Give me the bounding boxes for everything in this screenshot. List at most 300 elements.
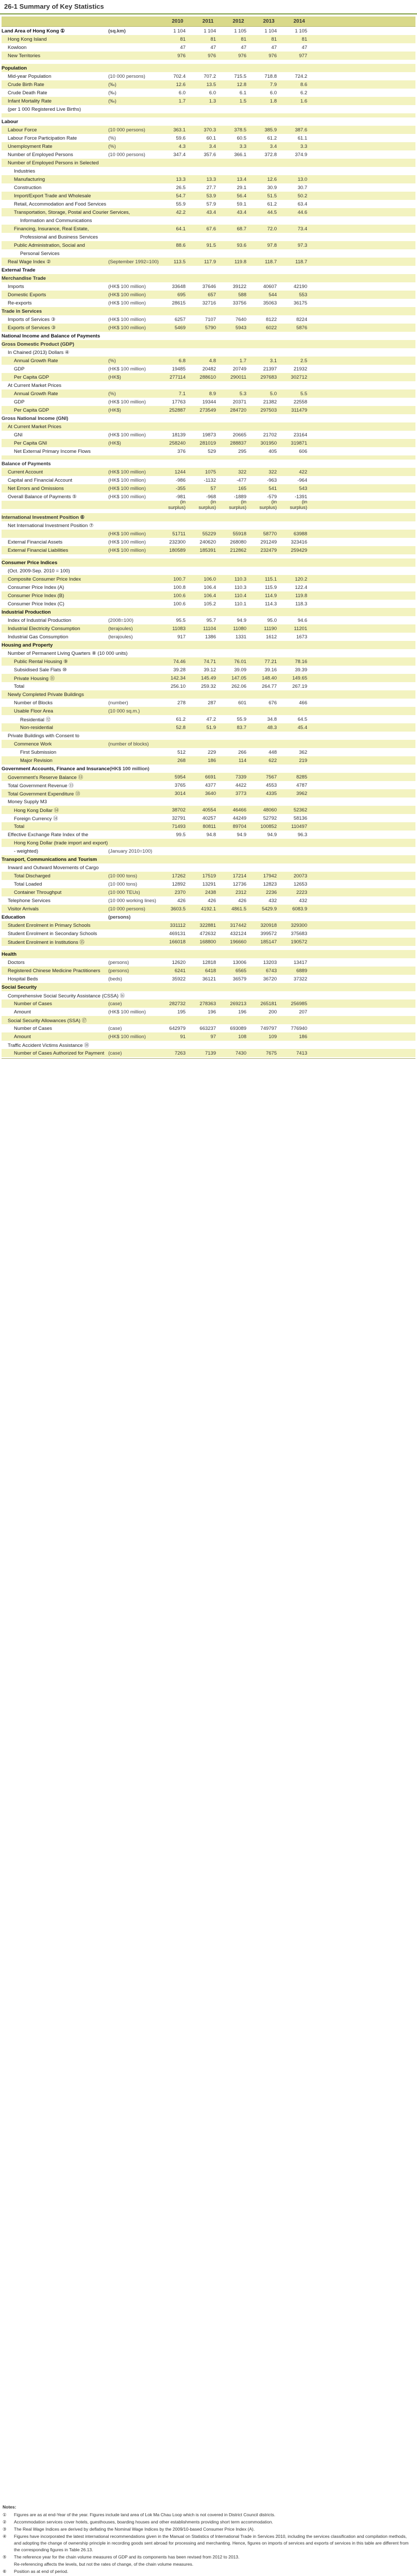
value-cell: 4787 <box>296 782 307 788</box>
notes-heading: Notes: <box>3 2504 16 2510</box>
value-cell: 113.5 <box>173 259 186 265</box>
value-cell: 120.2 <box>295 576 307 582</box>
value-cell: 89704 <box>232 823 246 829</box>
value-cell: 6022 <box>265 325 277 331</box>
value-cell: 2312 <box>235 889 246 895</box>
row-label: Crude Death Rate <box>8 90 47 96</box>
value-cell: 39.28 <box>173 667 186 673</box>
value-cell: 13291 <box>202 881 216 887</box>
row-unit: (HK$ 100 million) <box>108 366 146 372</box>
row-label-cell <box>2 692 162 698</box>
value-cell: 5876 <box>296 325 307 331</box>
row-label-cell <box>2 218 162 224</box>
row-unit <box>108 832 162 838</box>
row-label-cell <box>2 938 162 945</box>
row-label: Information and Communications <box>20 217 92 224</box>
note-item <box>3 2526 415 2533</box>
table-row <box>2 723 415 732</box>
table-row <box>2 905 415 913</box>
row-label: Population <box>2 65 27 71</box>
row-label: Crude Birth Rate <box>8 81 44 88</box>
value-cell: 147.05 <box>231 675 246 681</box>
row-label: (per 1 000 Registered Live Births) <box>8 106 81 112</box>
row-label: Number of Blocks <box>14 700 53 706</box>
table-header <box>2 16 415 27</box>
value-cell: 148.40 <box>261 675 277 681</box>
value-cell: 100852 <box>260 823 277 829</box>
row-label-cell <box>2 815 162 822</box>
row-label-cell <box>2 152 162 158</box>
table-row <box>2 806 415 814</box>
value-cell: 4422 <box>235 782 246 788</box>
value-cell: 5.5 <box>300 391 307 397</box>
value-cell: 115.1 <box>264 576 277 582</box>
row-label-cell <box>2 684 162 689</box>
value-cell: 422 <box>299 469 307 475</box>
value-cell: 374.9 <box>295 151 307 158</box>
row-label-cell <box>2 708 162 714</box>
row-label-cell <box>2 135 162 141</box>
row-unit <box>108 333 162 339</box>
row-unit: (HK$ 100 million) <box>108 539 146 545</box>
row-label: - weighted) <box>14 848 38 854</box>
row-unit <box>108 692 162 698</box>
row-label-cell <box>2 284 162 290</box>
header-year: 2013 <box>263 19 275 24</box>
row-unit <box>108 857 162 862</box>
value-cell: 76.01 <box>234 658 246 665</box>
value-cell: -1889 <box>233 494 246 500</box>
row-label: Per Capita GDP <box>14 407 49 413</box>
header-year: 2010 <box>172 19 184 24</box>
value-cell: 97.8 <box>267 242 277 248</box>
value-cell: 7339 <box>235 774 246 780</box>
row-label: Re-exports <box>8 300 32 306</box>
value-cell: 976 <box>208 53 216 59</box>
value-cell: 553 <box>299 292 307 298</box>
row-label-cell <box>2 609 162 615</box>
row-unit: (10 000 working lines) <box>108 897 156 904</box>
row-label: Effective Exchange Rate Index of the <box>8 832 89 838</box>
row-unit <box>108 461 162 467</box>
value-cell: 1331 <box>235 634 246 640</box>
row-label: Foreign Currency ⑭ <box>14 816 58 822</box>
row-unit: (case) <box>108 1001 122 1007</box>
row-unit <box>130 210 162 215</box>
value-cell: 21702 <box>263 432 277 438</box>
row-label: Overall Balance of Payments ⑤ <box>8 494 77 500</box>
value-cell: 81 <box>302 36 307 42</box>
note-marker: ⑥ <box>3 2569 7 2574</box>
header-year: 2014 <box>293 19 305 24</box>
table-row <box>2 649 415 657</box>
value-cell: 68.7 <box>237 226 246 232</box>
table-row <box>2 765 415 773</box>
row-label-cell <box>2 449 162 454</box>
table-row <box>2 958 415 967</box>
row-label: Hospital Beds <box>8 976 38 982</box>
value-cell: 52.8 <box>176 724 186 731</box>
value-cell: (in surplus) <box>168 499 186 511</box>
row-unit: (case) <box>108 1050 122 1056</box>
row-label: Industrial Production <box>2 609 51 615</box>
value-cell: 114.9 <box>264 592 277 599</box>
value-cell: 264.77 <box>261 683 277 689</box>
row-label-cell <box>2 342 162 347</box>
row-unit <box>108 667 162 673</box>
row-unit <box>108 65 162 71</box>
row-label-cell <box>2 383 162 388</box>
value-cell: 48.3 <box>267 724 277 731</box>
row-unit <box>108 243 162 248</box>
value-cell: 59.6 <box>176 135 186 141</box>
row-label: Number of Employed Persons in Selected <box>8 160 99 166</box>
table-row <box>2 167 415 175</box>
page-title: 26-1 Summary of Key Statistics <box>4 3 104 10</box>
value-cell: -963 <box>266 477 277 483</box>
value-cell: 40607 <box>263 283 277 290</box>
value-cell: 46466 <box>232 807 246 813</box>
row-label-cell <box>2 309 162 314</box>
row-label-cell <box>2 82 162 88</box>
row-label-cell <box>2 53 162 59</box>
row-label-cell <box>2 531 162 537</box>
value-cell: 81 <box>210 36 216 42</box>
row-unit: (HK$) <box>108 374 121 380</box>
value-cell: 118.7 <box>264 259 277 265</box>
value-cell: 375683 <box>291 930 307 937</box>
row-label-cell <box>2 952 162 957</box>
table-row <box>2 983 415 991</box>
value-cell: 323416 <box>291 539 307 545</box>
table-row <box>2 241 415 249</box>
value-cell: 676 <box>269 700 277 706</box>
row-label-cell <box>2 160 162 166</box>
table-row <box>2 921 415 929</box>
row-unit <box>108 160 162 166</box>
row-label-cell <box>2 626 162 632</box>
value-cell: 27.7 <box>206 184 216 191</box>
value-cell: 57 <box>210 485 216 492</box>
row-label-cell <box>2 992 162 999</box>
table-row <box>2 732 415 740</box>
value-cell: 119.8 <box>234 259 246 265</box>
row-label: Imports <box>8 283 24 290</box>
row-label: Commence Work <box>14 741 52 747</box>
row-unit <box>108 267 162 273</box>
value-cell: -964 <box>297 477 307 483</box>
row-label: Social Security Allowances (SSA) ⑰ <box>8 1018 87 1024</box>
row-label-cell <box>2 226 162 232</box>
row-unit <box>108 609 162 615</box>
value-cell: 3962 <box>296 790 307 796</box>
row-label-cell <box>2 65 162 71</box>
table-row <box>2 192 415 200</box>
row-label-cell <box>2 750 162 755</box>
table-row <box>2 554 415 558</box>
value-cell: 94.9 <box>237 832 246 838</box>
value-cell: 23164 <box>293 432 307 438</box>
note-item <box>3 2561 415 2568</box>
note-item <box>3 2519 415 2526</box>
row-unit <box>108 350 162 355</box>
row-label-cell <box>2 144 162 149</box>
row-label-cell <box>2 1001 162 1007</box>
table-row <box>2 1016 415 1024</box>
table-row <box>2 781 415 789</box>
header-year: 2011 <box>202 19 214 24</box>
table-row <box>2 501 415 509</box>
row-label: Consumer Price Indices <box>2 560 58 566</box>
value-cell: 100.6 <box>173 592 186 599</box>
row-label: Comprehensive Social Security Assistance (CSSA) ⑯ <box>8 993 125 999</box>
value-cell: 17262 <box>172 873 186 879</box>
row-label: Container Throughput <box>14 889 62 895</box>
table-row <box>2 822 415 831</box>
value-cell: 43.4 <box>206 209 216 215</box>
value-cell: 55918 <box>232 531 246 537</box>
table-row <box>2 97 415 105</box>
table-row <box>2 113 415 117</box>
row-unit: (beds) <box>108 976 122 982</box>
row-unit: (number) <box>108 700 128 706</box>
row-unit: (HK$ 100 million) <box>108 547 146 553</box>
row-label: Amount <box>14 1009 31 1015</box>
value-cell: 1075 <box>205 469 216 475</box>
row-unit: (10 000 tons) <box>108 873 137 879</box>
row-label: Amount <box>14 1033 31 1040</box>
row-unit <box>108 309 162 314</box>
table-row <box>2 468 415 476</box>
row-unit: (persons) <box>108 959 129 965</box>
value-cell: 13.5 <box>206 81 216 88</box>
row-unit: (sq.km) <box>108 28 126 34</box>
value-cell: 74.71 <box>204 658 216 665</box>
value-cell: 114 <box>238 757 246 764</box>
value-cell: 606 <box>299 448 307 454</box>
value-cell: -968 <box>206 494 216 500</box>
value-cell: 44.6 <box>297 209 307 215</box>
row-label-cell <box>2 882 162 887</box>
value-cell: 8.6 <box>300 81 307 88</box>
value-cell: 622 <box>269 757 277 764</box>
value-cell: 976 <box>269 53 277 59</box>
table-row <box>2 1024 415 1032</box>
table-row <box>2 27 415 35</box>
note-marker: ③ <box>3 2527 7 2532</box>
table-row <box>2 80 415 89</box>
value-cell: 8285 <box>296 774 307 780</box>
value-cell: 466 <box>299 700 307 706</box>
row-label-cell <box>2 548 162 553</box>
row-label: Industrial Electricity Consumption <box>8 625 80 632</box>
value-cell: 110.3 <box>234 576 246 582</box>
row-label-cell <box>2 478 162 483</box>
row-label: International Investment Position ⑥ <box>2 514 85 520</box>
row-label-cell <box>2 976 162 982</box>
table-row <box>2 690 415 699</box>
row-unit <box>108 716 162 723</box>
value-cell: 232479 <box>260 547 277 553</box>
value-cell: 268080 <box>230 539 246 545</box>
row-unit <box>108 806 162 814</box>
value-cell: 259.32 <box>201 683 216 689</box>
value-cell: 200 <box>269 1009 277 1015</box>
row-unit <box>108 733 162 739</box>
value-cell: 42.2 <box>176 209 186 215</box>
value-cell: 63988 <box>293 531 307 537</box>
value-cell: 72.0 <box>267 226 277 232</box>
value-cell: 186 <box>208 757 216 764</box>
value-cell: 11083 <box>172 625 186 632</box>
value-cell: 1 105 <box>234 28 246 34</box>
value-cell: 541 <box>269 485 277 492</box>
value-cell: 3765 <box>174 782 186 788</box>
note-text: The Real Wage Indices are derived by deflating the Nominal Wage Indices by the 2009/10-based Consumer Price Index (A). <box>14 2527 255 2532</box>
value-cell: 185391 <box>199 547 216 553</box>
row-unit: (‰) <box>108 90 116 96</box>
value-cell: 1.5 <box>239 98 246 104</box>
value-cell: 12.6 <box>176 81 186 88</box>
value-cell: 35922 <box>172 976 186 982</box>
row-label: Index of Industrial Production <box>8 617 72 623</box>
value-cell: 118.7 <box>295 259 307 265</box>
row-label: Total Government Expenditure ⑬ <box>8 791 80 797</box>
row-label: Student Enrolment in Secondary Schools <box>8 930 97 937</box>
value-cell: 94.9 <box>267 832 277 838</box>
table-bottom-rule <box>2 1058 415 1059</box>
value-cell: 48060 <box>263 807 277 813</box>
row-label: Per Capita GNI <box>14 440 47 446</box>
value-cell: 28615 <box>172 300 186 306</box>
value-cell: 61.2 <box>176 716 186 722</box>
value-cell: 110.4 <box>234 592 246 599</box>
value-cell: 100.7 <box>173 576 186 582</box>
row-label-cell <box>2 960 162 965</box>
value-cell: 110.1 <box>234 601 246 607</box>
value-cell: 64.5 <box>297 716 307 722</box>
table-row <box>2 332 415 340</box>
row-unit: (%) <box>108 135 116 141</box>
value-cell: 268 <box>177 757 186 764</box>
value-cell: 186 <box>299 1033 307 1040</box>
row-label-cell <box>2 865 162 871</box>
row-label: Registered Chinese Medicine Practitioners <box>8 968 101 974</box>
value-cell: 51.9 <box>206 724 216 731</box>
table-row <box>2 183 415 192</box>
note-item <box>3 2533 415 2553</box>
value-cell: 47 <box>210 44 216 50</box>
row-unit <box>108 601 162 607</box>
row-label: Private Housing ⑪ <box>14 676 55 682</box>
value-cell: 3.1 <box>270 358 277 364</box>
value-cell: 110497 <box>291 823 307 829</box>
row-label-cell <box>2 725 162 731</box>
row-label: Money Supply M3 <box>8 799 47 805</box>
row-label: Residential ⑫ <box>20 717 51 723</box>
value-cell: 5790 <box>205 325 216 331</box>
value-cell: 97 <box>210 1033 216 1040</box>
value-cell: 11190 <box>263 625 277 632</box>
row-label: Balance of Payments <box>2 461 51 467</box>
table-row <box>2 431 415 439</box>
row-label-cell <box>2 234 162 240</box>
value-cell: 1386 <box>205 634 216 640</box>
value-cell: 695 <box>177 292 186 298</box>
value-cell: 331112 <box>170 922 186 928</box>
value-cell: 472632 <box>199 930 216 937</box>
row-label: Professional and Business Services <box>20 234 98 240</box>
value-cell: 322 <box>238 469 246 475</box>
row-label-cell <box>2 119 162 125</box>
header-year: 2012 <box>232 19 244 24</box>
value-cell: 5.3 <box>239 391 246 397</box>
value-cell: 13006 <box>232 959 246 965</box>
table-row <box>2 249 415 258</box>
value-cell: 6241 <box>174 968 186 974</box>
row-label-cell <box>2 185 162 191</box>
value-cell: (in surplus) <box>259 499 277 511</box>
row-unit: (HK$ 100 million) <box>108 292 146 298</box>
value-cell: 370.3 <box>204 127 216 133</box>
value-cell: 51.5 <box>267 193 277 199</box>
value-cell: 3.4 <box>209 143 216 149</box>
value-cell: 21397 <box>263 366 277 372</box>
row-label: Import/Export Trade and Wholesale <box>14 193 91 199</box>
row-unit <box>108 840 162 846</box>
row-unit <box>108 45 162 50</box>
value-cell: 6.1 <box>239 90 246 96</box>
value-cell: 39122 <box>232 283 246 290</box>
row-label: Industrial Gas Consumption <box>8 634 69 640</box>
value-cell: 196 <box>238 1009 246 1015</box>
row-label: Retail, Accommodation and Food Services <box>14 201 107 207</box>
value-cell: 78.16 <box>295 658 307 665</box>
value-cell: 100.6 <box>173 601 186 607</box>
value-cell: 106.4 <box>204 584 216 590</box>
row-label: Net International Investment Position ⑦ <box>8 522 94 529</box>
value-cell: 277114 <box>170 374 186 380</box>
value-cell: 5954 <box>174 774 186 780</box>
value-cell: 6565 <box>235 968 246 974</box>
note-text: The reference year for the chain volume measures of GDP and its components has been revised from 2012 to 2013. <box>14 2554 240 2560</box>
table-row <box>2 414 415 422</box>
row-unit <box>108 773 162 781</box>
row-label-cell <box>2 651 162 656</box>
value-cell: 6.8 <box>178 358 186 364</box>
table-row <box>2 831 415 839</box>
value-cell: 12736 <box>232 881 246 887</box>
row-unit: (HK$ 100 million) <box>108 316 146 323</box>
value-cell: 2236 <box>265 889 277 895</box>
row-unit: (HK$ 100 million) <box>108 1033 146 1040</box>
value-cell: 56.4 <box>237 193 246 199</box>
value-cell: 976 <box>177 53 186 59</box>
row-unit <box>108 725 162 731</box>
value-cell: 6889 <box>296 968 307 974</box>
table-row <box>2 1032 415 1041</box>
value-cell: 469131 <box>169 930 186 937</box>
value-cell: 99.5 <box>176 832 186 838</box>
value-cell: 149.65 <box>292 675 307 681</box>
row-unit <box>108 218 162 224</box>
row-unit: (persons) <box>108 968 129 974</box>
row-unit: (2008=100) <box>108 617 134 623</box>
row-unit: (HK$ 100 million) <box>108 531 146 537</box>
value-cell: 95.7 <box>206 617 216 623</box>
value-cell: 7107 <box>205 316 216 323</box>
row-unit <box>125 992 162 999</box>
